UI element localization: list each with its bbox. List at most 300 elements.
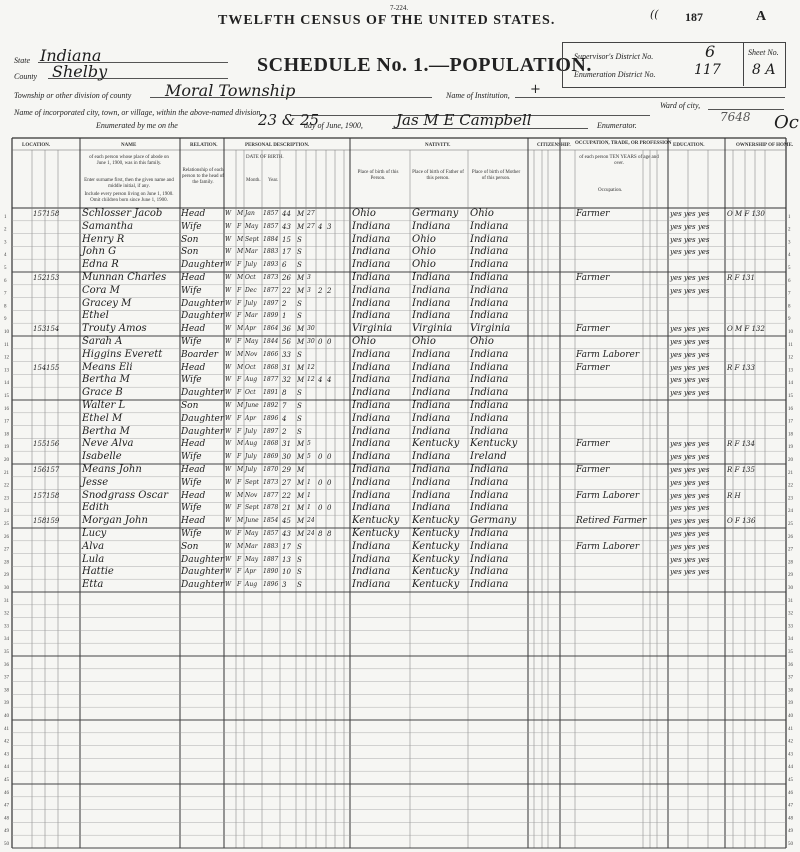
form-code: 7-224. — [390, 4, 409, 12]
svg-text:42: 42 — [788, 739, 793, 745]
cell-race: W — [225, 274, 232, 281]
cell-year: 1892 — [263, 402, 279, 409]
cell-years-married: 1 — [307, 504, 311, 512]
cell-sex: M — [237, 440, 244, 448]
cell-month: June — [245, 402, 259, 409]
cell-relation: Head — [181, 362, 206, 373]
cell-age: 31 — [282, 440, 291, 449]
cell-occupation: Farmer — [576, 439, 610, 450]
cell-birth-mother: Virginia — [470, 323, 511, 335]
cell-birth-mother: Indiana — [470, 412, 509, 424]
group-ownership: OWNERSHIP OF HOME. — [736, 143, 794, 148]
cell-month: Apr — [245, 568, 257, 576]
cell-name: Trouty Amos — [82, 323, 147, 335]
cell-age: 7 — [282, 402, 287, 410]
svg-text:4: 4 — [4, 253, 7, 259]
cell-dwelling: 156 — [33, 466, 47, 474]
cell-birth-father: Indiana — [412, 489, 451, 501]
cell-years-married: 12 — [307, 376, 315, 384]
cell-race: W — [225, 427, 232, 435]
cell-age: 45 — [282, 517, 291, 526]
cell-relation: Wife — [181, 477, 202, 488]
cell-marital: S — [297, 312, 302, 321]
svg-text:24: 24 — [4, 509, 9, 515]
cell-years-married: 27 — [307, 210, 315, 217]
cell-marital: S — [297, 235, 302, 244]
cell-marital: S — [297, 299, 302, 308]
cell-year: 1887 — [263, 555, 279, 563]
cell-birth-father: Indiana — [412, 310, 451, 322]
cell-name: Bertha M — [82, 374, 130, 386]
name-note-3: Include every person living on June 1, 1900. Omit children born since June 1, 1900. — [84, 192, 174, 203]
svg-text:36: 36 — [788, 662, 793, 668]
group-nativity: NATIVITY. — [425, 143, 451, 148]
cell-relation: Head — [181, 324, 206, 335]
group-education: EDUCATION. — [673, 143, 705, 148]
cell-birth-mother: Indiana — [470, 540, 509, 552]
cell-age: 31 — [282, 363, 291, 372]
svg-text:38: 38 — [788, 688, 793, 694]
cell-month: June — [245, 517, 259, 525]
name-note-2: Enter surname first, then the given name and middle initial, if any. — [84, 178, 174, 189]
occupation-note: of each person TEN YEARS of age and over. — [579, 155, 659, 166]
corner-code: 7648 — [720, 110, 751, 124]
cell-year: 1854 — [263, 517, 279, 525]
cell-edu: yes yes yes — [670, 478, 710, 487]
cell-race: W — [225, 504, 232, 512]
group-personal: PERSONAL DESCRIPTION. — [245, 143, 310, 148]
census-title: TWELFTH CENSUS OF THE UNITED STATES. — [218, 13, 556, 28]
date-of-birth-label: DATE OF BIRTH. — [246, 155, 284, 160]
cell-birth-father: Virginia — [412, 323, 453, 335]
cell-age: 22 — [282, 286, 291, 295]
cell-name: Edith — [82, 502, 110, 514]
svg-text:18: 18 — [4, 432, 9, 438]
svg-text:30: 30 — [788, 586, 793, 591]
cell-sex: F — [237, 261, 242, 269]
cell-name: Munnan Charles — [82, 272, 167, 283]
enumerated-label: Enumerated by me on the — [96, 121, 178, 130]
enumerator-label: Enumerator. — [597, 121, 637, 130]
cell-month: Jan — [245, 210, 255, 217]
cell-race: W — [225, 530, 232, 537]
svg-text:25: 25 — [788, 522, 793, 527]
cell-race: W — [225, 376, 232, 384]
cell-dwelling: 152 — [33, 274, 47, 282]
svg-text:16: 16 — [4, 406, 9, 412]
cell-month: July — [245, 299, 257, 307]
svg-text:46: 46 — [4, 790, 9, 796]
svg-text:11: 11 — [788, 342, 793, 348]
cell-month: Nov — [245, 491, 258, 499]
cell-birth-person: Indiana — [352, 400, 391, 411]
cell-sex: F — [237, 222, 242, 230]
cell-family: 154 — [46, 325, 60, 334]
cell-birth-mother: Indiana — [470, 528, 509, 539]
cell-race: W — [225, 555, 232, 563]
cell-name: Jesse — [82, 476, 109, 488]
cell-marital: S — [297, 555, 302, 564]
svg-text:13: 13 — [4, 368, 9, 374]
cell-children-born: 2 — [318, 286, 323, 295]
svg-text:2: 2 — [788, 227, 791, 233]
cell-birth-person: Indiana — [352, 566, 391, 578]
state-label: State — [14, 56, 30, 65]
cell-birth-father: Indiana — [412, 272, 451, 283]
county-label: County — [14, 72, 38, 81]
cell-own: O M F 132 — [727, 325, 765, 334]
cell-race: W — [225, 440, 232, 448]
cell-month: Apr — [245, 414, 257, 422]
cell-birth-father: Germany — [412, 208, 459, 219]
cell-birth-person: Indiana — [352, 540, 391, 552]
cell-marital: M — [297, 504, 305, 513]
cell-edu: yes yes yes — [670, 325, 710, 334]
cell-birth-father: Indiana — [412, 425, 451, 437]
incorporated-label: Name of incorporated city, town, or village, within the above-named division, — [14, 108, 263, 117]
svg-text:50: 50 — [4, 842, 9, 847]
cell-age: 43 — [282, 222, 291, 231]
cell-year: 1877 — [263, 376, 279, 384]
township-label: Township or other division of county — [14, 91, 132, 100]
cell-relation: Daughter — [181, 554, 225, 565]
svg-text:4: 4 — [788, 253, 791, 259]
cell-relation: Boarder — [181, 349, 219, 360]
cell-family: 156 — [46, 440, 60, 449]
cell-year: 1870 — [263, 466, 279, 473]
cell-birth-person: Indiana — [352, 553, 391, 565]
supervisor-value: 6 — [705, 42, 716, 61]
cell-children-living: 0 — [327, 338, 332, 346]
cell-marital: S — [297, 261, 302, 270]
svg-text:46: 46 — [788, 790, 793, 796]
year-label: Year. — [268, 178, 279, 183]
svg-text:34: 34 — [4, 637, 9, 643]
cell-birth-person: Indiana — [352, 476, 391, 488]
cell-years-married: 27 — [307, 222, 315, 230]
cell-marital: M — [297, 274, 305, 282]
cell-own: R F 134 — [727, 440, 755, 449]
cell-name: Snodgrass Oscar — [82, 489, 168, 501]
cell-birth-mother: Indiana — [470, 502, 509, 514]
cell-year: 1897 — [263, 299, 279, 307]
cell-birth-mother: Indiana — [470, 259, 509, 271]
svg-text:27: 27 — [4, 547, 9, 553]
svg-text:20: 20 — [4, 458, 9, 463]
svg-text:45: 45 — [788, 778, 793, 783]
cell-birth-person: Ohio — [352, 336, 376, 347]
nativity-father-label: Place of birth of Father of this person. — [412, 170, 464, 181]
cell-name: Isabelle — [82, 451, 122, 463]
svg-text:35: 35 — [788, 650, 793, 655]
cell-age: 27 — [282, 478, 291, 487]
svg-text:18: 18 — [788, 432, 793, 438]
svg-text:8: 8 — [788, 304, 791, 310]
cell-edu: yes yes yes — [670, 274, 710, 282]
cell-month: May — [245, 338, 259, 345]
cell-family: 153 — [46, 274, 60, 282]
cell-edu: yes yes yes — [670, 530, 710, 538]
cell-age: 32 — [282, 376, 291, 385]
cell-marital: M — [297, 440, 305, 449]
svg-text:24: 24 — [788, 509, 793, 515]
census-sheet: 7-224. TWELFTH CENSUS OF THE UNITED STATES. 187 A (( State Indiana County Shelby SCHEDULE No. 1.—POPULATION. Supervisor's District No. 6 Enumeration District No. 117 Sheet No. 8 A Township or other division of county Moral Township Name of Institution, + Name of incorporated city, town, or village, within the above-named division, Ward of city, Enumerated by me on the 23 & 25 day of June, 1900, Jas M E Campbell Enumerator. 7648 Oc LOCATION. NAME RELATION. PERSONAL DESCRIPTION. NATIVITY. CITIZENSHIP. OCCUPATION, TRADE, OR PROFESSION EDUCATION. OWNERSHIP OF HOME. of each person whose place of abode on June 1, 1900, was in this family. Enter surname first, then the given name and middle initial, if any. Include every person living on June 1, 1900. Omit children born since June 1, 1900. Relationship of each person to the head of the family. DATE OF BIRTH. Month. Year. Place of birth of this Person. Place of birth of Father of this person. Place of birth of Mother of this person. of each person TEN YEARS of age and over. Occupation. 1 1 2 2 3 3 4 4 5 5 6 6 7 7 8 8 9 9 10 10 11 11 12 12 13 13 14 14 15 15 16 16 17 17 18 18 19 19 20 20 21 21 22 22 23 23 24 24 25 25 26 26 27 27 28 28 29 29 30 30 31 31 32 32 33 33 34 34 35 35 36 36 37 37 38 38 39 39 40 40 41 41 42 42 43 43 44 44 45 45 46 46 47 47 48 48 49 49 50 50 157 158 Schlosser Jacob Head W M Jan 1857 44 M 27 Ohio Germany Ohio Farmer yes yes yes O M F 130 Samantha Wife W F May 1857 43 M 27 4 3 Indiana Indiana Indiana yes yes yes Henry R Son W M Sept 1884 15 S Indiana Ohio Indiana yes yes yes John G Son W M Mar 1883 17 S Indiana Ohio Indiana yes yes yes Edna R Daughter W F July 1893 6 S Indiana Ohio Indiana 152 153 Munnan Charles Head W M Oct 1873 26 M 3 Indiana Indiana Indiana Farmer yes yes yes R F 131 Cora M Wife W F Dec 1877 22 M 3 2 2 Indiana Indiana Indiana yes yes yes Gracey M Daughter W F July 1897 2 S Indiana Indiana Indiana Ethel Daughter W F Mar 1899 1 S Indiana Indiana Indiana 153 154 Trouty Amos Head W M Apr 1864 36 M 30 Virginia Virginia Virginia Farmer yes yes yes O M F 132 Sarah A Wife W F May 1844 56 M 30 0 0 Ohio Ohio Ohio yes yes yes Higgins Everett Boarder W M Nov 1866 33 S Indiana Indiana Indiana Farm Laborer yes yes yes 154 155 Means Eli Head W M Oct 1868 31 M 12 Indiana Indiana Indiana Farmer yes yes yes R F 133 Bertha M Wife W F Aug 1877 32 M 12 4 4 Indiana Indiana Indiana yes yes yes Grace B Daughter W F Oct 1891 8 S Indiana Indiana Indiana yes yes yes Walter L Son W M June 1892 7 S Indiana Indiana Indiana Ethel M Daughter W F Apr 1896 4 S Indiana Indiana Indiana Bertha M Daughter W F July 1897 2 S Indiana Indiana Indiana 155 156 Neve Alva Head W M Aug 1868 31 M 5 Indiana Kentucky Kentucky Farmer yes yes yes R F 134 Isabelle Wife W F July 1869 30 M 5 0 0 Indiana Indiana Ireland yes yes yes 156 157 Means John Head W M July 1870 29 M Indiana Indiana Indiana Farmer yes yes yes R F 135 Jesse Wife W F Sept 1873 27 M 1 0 0 Indiana Indiana Indiana yes yes yes 157 158 Snodgrass Oscar Head W M Nov 1877 22 M 1 Indiana Indiana Indiana Farm Laborer yes yes yes R H Edith Wife W F Sept 1878 21 M 1 0 0 Indiana Indiana Indiana yes yes yes 158 159 Morgan John Head W M June 1854 45 M 24 Kentucky Kentucky Germany Retired Farmer yes yes yes O F 136 Lucy Wife W F May 1857 43 M 24 8 8 Kentucky Kentucky Indiana yes yes yes Alva Son W M Mar 1883 17 S Indiana Kentucky Indiana Farm Laborer yes yes yes Lula Daughter W F May 1887 13 S Indiana Kentucky Indiana yes yes yes Hattie Daughter W F Apr 1890 10 S Indiana Kentucky Indiana yes yes yes Etta Daughter W F Aug 1896 3 S Indiana Kentucky Indiana — [0, 0, 800, 852]
svg-text:23: 23 — [4, 496, 9, 502]
institution-value: + — [530, 82, 541, 97]
svg-text:49: 49 — [788, 829, 793, 835]
cell-name: Schlosser Jacob — [82, 208, 163, 219]
cell-marital: S — [297, 389, 302, 398]
cell-year: 1868 — [263, 363, 279, 371]
cell-name: Ethel — [82, 310, 109, 322]
svg-text:41: 41 — [4, 726, 9, 732]
cell-name: Henry R — [82, 233, 125, 245]
cell-relation: Wife — [181, 337, 202, 347]
cell-birth-person: Indiana — [352, 438, 391, 450]
cell-name: John G — [82, 246, 117, 258]
cell-year: 1899 — [263, 312, 279, 320]
cell-age: 36 — [282, 325, 291, 334]
cell-birth-person: Indiana — [352, 412, 391, 424]
cell-birth-mother: Indiana — [470, 348, 509, 360]
cell-birth-father: Indiana — [412, 400, 451, 411]
cell-sex: M — [237, 363, 244, 371]
cell-race: W — [225, 350, 232, 358]
svg-text:15: 15 — [4, 394, 9, 399]
cell-relation: Wife — [181, 452, 202, 463]
svg-text:39: 39 — [788, 701, 793, 707]
cell-birth-father: Indiana — [412, 412, 451, 424]
relation-note: Relationship of each person to the head of the family. — [182, 168, 224, 185]
cell-name: Samantha — [82, 220, 134, 232]
svg-text:48: 48 — [4, 816, 9, 822]
cell-name: Neve Alva — [82, 438, 134, 450]
svg-text:22: 22 — [4, 483, 9, 489]
name-note: of each person whose place of abode on June 1, 1900, was in this family. — [89, 155, 169, 166]
cell-age: 30 — [282, 453, 291, 462]
cell-birth-mother: Indiana — [470, 310, 509, 322]
cell-children-born: 4 — [318, 376, 323, 385]
cell-birth-mother: Indiana — [470, 246, 509, 258]
cell-birth-mother: Indiana — [470, 425, 509, 437]
cell-sex: F — [237, 389, 242, 397]
cell-years-married: 3 — [307, 274, 311, 281]
svg-text:37: 37 — [4, 675, 9, 681]
cell-relation: Daughter — [181, 413, 225, 424]
svg-text:9: 9 — [788, 317, 791, 323]
cell-marital: M — [297, 478, 305, 487]
svg-text:28: 28 — [788, 560, 793, 566]
cell-marital: S — [297, 402, 302, 410]
cell-sex: M — [237, 542, 244, 550]
cell-race: W — [225, 581, 232, 589]
cell-edu: yes yes yes — [670, 286, 710, 295]
cell-edu: yes yes yes — [670, 248, 710, 257]
cell-month: Aug — [245, 581, 258, 589]
group-name: NAME — [121, 143, 137, 148]
cell-sex: M — [237, 325, 244, 333]
cell-year: 1866 — [263, 350, 279, 358]
cell-age: 15 — [282, 235, 291, 244]
cell-birth-person: Kentucky — [352, 515, 400, 527]
svg-text:50: 50 — [788, 842, 793, 847]
cell-dwelling: 154 — [33, 363, 47, 372]
svg-text:22: 22 — [788, 483, 793, 489]
svg-text:47: 47 — [788, 803, 793, 809]
svg-text:41: 41 — [788, 726, 793, 732]
cell-sex: M — [237, 274, 244, 281]
cell-birth-father: Kentucky — [412, 579, 460, 591]
cell-age: 44 — [282, 210, 291, 218]
svg-text:29: 29 — [4, 573, 9, 579]
cell-edu: yes yes yes — [670, 338, 710, 346]
svg-text:29: 29 — [788, 573, 793, 579]
svg-text:26: 26 — [4, 534, 9, 540]
cell-name: Grace B — [82, 387, 123, 399]
cell-birth-mother: Indiana — [470, 297, 509, 309]
cell-relation: Son — [181, 401, 199, 411]
cell-family: 155 — [46, 363, 60, 372]
cell-years-married: 5 — [307, 453, 311, 461]
cell-edu: yes yes yes — [670, 555, 710, 564]
enum-district-label: Enumeration District No. — [574, 70, 656, 79]
svg-text:6: 6 — [788, 278, 791, 284]
cell-birth-person: Indiana — [352, 387, 391, 399]
cell-age: 56 — [282, 338, 291, 346]
cell-birth-father: Indiana — [412, 284, 451, 296]
cell-name: Etta — [82, 579, 104, 591]
nativity-mother-label: Place of birth of Mother of this person. — [471, 170, 521, 181]
cell-name: Sarah A — [82, 336, 123, 347]
svg-text:40: 40 — [4, 714, 9, 719]
cell-year: 1864 — [263, 325, 279, 333]
cell-age: 26 — [282, 274, 291, 282]
cell-relation: Daughter — [181, 426, 225, 437]
cell-years-married: 30 — [307, 325, 315, 333]
svg-text:3: 3 — [4, 240, 7, 246]
cell-month: Mar — [245, 248, 258, 256]
cell-dwelling: 158 — [33, 517, 47, 526]
cell-own: O M F 130 — [727, 210, 765, 218]
cell-sex: F — [237, 504, 242, 512]
cell-relation: Head — [181, 209, 206, 219]
cell-race: W — [225, 286, 232, 294]
svg-text:6: 6 — [4, 278, 7, 284]
cell-relation: Wife — [181, 375, 202, 386]
cell-year: 1877 — [263, 491, 279, 499]
supervisor-label: Supervisor's District No. — [574, 52, 654, 61]
cell-birth-father: Ohio — [412, 259, 436, 271]
svg-text:40: 40 — [788, 714, 793, 719]
svg-text:20: 20 — [788, 458, 793, 463]
cell-birth-mother: Ohio — [470, 336, 494, 347]
cell-month: Oct — [245, 389, 256, 397]
cell-relation: Daughter — [181, 311, 225, 322]
cell-month: May — [245, 555, 259, 563]
cell-race: W — [225, 568, 232, 576]
cell-age: 4 — [282, 414, 287, 423]
cell-race: W — [225, 402, 232, 409]
cell-name: Edna R — [82, 259, 119, 271]
cell-relation: Head — [181, 273, 206, 283]
svg-text:9: 9 — [4, 317, 7, 323]
cell-edu: yes yes yes — [670, 389, 710, 398]
cell-marital: M — [297, 210, 305, 218]
cell-birth-mother: Indiana — [470, 579, 509, 591]
cell-year: 1877 — [263, 286, 279, 294]
cell-age: 1 — [282, 312, 287, 321]
group-relation: RELATION. — [190, 143, 218, 148]
cell-race: W — [225, 248, 232, 256]
cell-month: July — [245, 453, 257, 461]
cell-month: Oct — [245, 363, 256, 371]
svg-text:17: 17 — [788, 419, 793, 425]
svg-text:5: 5 — [788, 266, 791, 271]
cell-name: Cora M — [82, 284, 120, 296]
cell-birth-father: Indiana — [412, 476, 451, 488]
cell-birth-father: Kentucky — [412, 566, 460, 578]
cell-birth-mother: Indiana — [470, 387, 509, 399]
cell-year: 1857 — [263, 210, 279, 217]
cell-month: Sept — [245, 504, 259, 512]
cell-name: Lula — [82, 553, 105, 565]
cell-birth-father: Indiana — [412, 348, 451, 360]
svg-text:7: 7 — [788, 291, 791, 297]
cell-race: W — [225, 261, 232, 269]
cell-marital: M — [297, 286, 305, 295]
institution-label: Name of Institution, — [446, 91, 510, 100]
cell-birth-person: Indiana — [352, 502, 391, 514]
cell-year: 1891 — [263, 389, 279, 397]
cell-month: Dec — [245, 286, 257, 294]
svg-text:14: 14 — [788, 381, 793, 387]
cell-race: W — [225, 491, 232, 499]
cell-birth-mother: Indiana — [470, 489, 509, 501]
cell-relation: Daughter — [181, 298, 225, 309]
cell-race: W — [225, 338, 232, 345]
svg-text:44: 44 — [788, 765, 793, 771]
cell-children-living: 4 — [327, 376, 332, 385]
cell-relation: Son — [181, 234, 199, 245]
svg-text:1: 1 — [4, 214, 7, 220]
cell-sex: F — [237, 299, 242, 307]
cell-age: 2 — [282, 299, 287, 308]
cell-sex: F — [237, 427, 242, 435]
cell-month: Sept — [245, 235, 259, 243]
cell-birth-mother: Indiana — [470, 374, 509, 386]
svg-text:49: 49 — [4, 829, 9, 835]
cell-race: W — [225, 312, 232, 320]
cell-sex: M — [237, 491, 244, 499]
cell-edu: yes yes yes — [670, 568, 710, 577]
schedule-title: SCHEDULE No. 1.—POPULATION. — [257, 54, 592, 76]
svg-text:5: 5 — [4, 266, 7, 271]
svg-text:27: 27 — [788, 547, 793, 553]
cell-sex: F — [237, 376, 242, 384]
cell-birth-person: Indiana — [352, 374, 391, 386]
cell-marital: S — [297, 568, 302, 577]
cell-year: 1897 — [263, 427, 279, 435]
svg-text:1: 1 — [788, 214, 791, 220]
group-location: LOCATION. — [22, 143, 51, 148]
county-value: Shelby — [52, 62, 108, 81]
svg-text:37: 37 — [788, 675, 793, 681]
cell-name: Higgins Everett — [82, 348, 163, 360]
svg-text:19: 19 — [4, 445, 9, 451]
cell-birth-person: Indiana — [352, 579, 391, 591]
cell-year: 1890 — [263, 568, 279, 576]
group-citizenship: CITIZENSHIP. — [537, 143, 571, 148]
